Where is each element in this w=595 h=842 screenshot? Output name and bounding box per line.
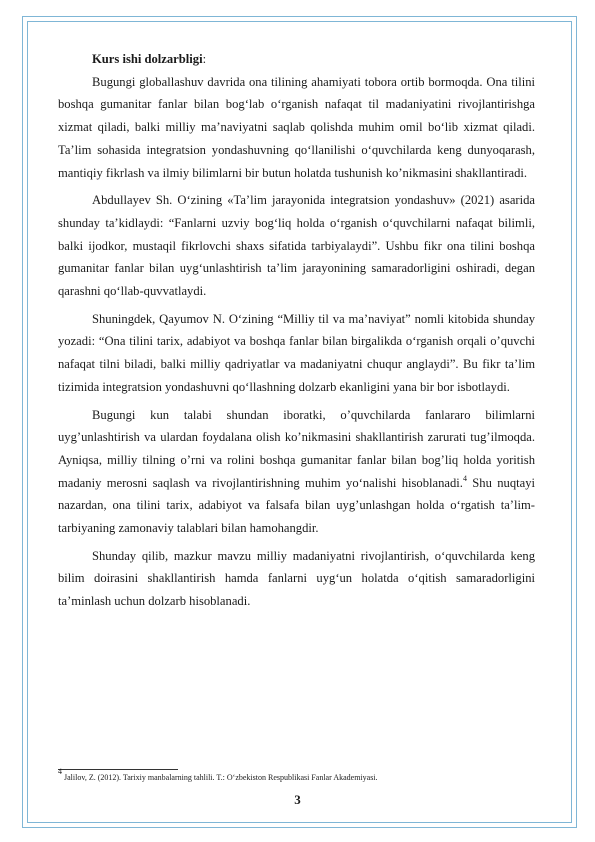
- paragraph-5: Shunday qilib, mazkur mavzu milliy madaniyatni rivojlantirish, o‘quvchilarda keng bilim doirasini shakllantirish hamda fanlarni uyg‘un holatda o‘qitish samaradorligini taʼminlash uchun dolzarb hisoblanadi.: [58, 548, 535, 609]
- footnote-divider: [58, 769, 178, 770]
- paragraph-3: Shuningdek, Qayumov N. O‘zining “Milliy til va maʼnaviyat” nomli kitobida shunday yozadi: “Ona tilini tarix, adabiyot va boshqa fanlar bilan birgalikda o‘rganish orqali o’quvchi nafaqat tilni biladi, balki milliy qadriyatlar va madaniyatni chuqur anglaydi”. Bu fikr taʼlim tizimida integratsion yondashuvni qo‘llashning dolzarb ekanligini yana bir bor isbotlaydi.: [58, 311, 535, 394]
- footnote: [58, 767, 538, 782]
- document-body: [58, 48, 535, 618]
- paragraph-4: [58, 404, 535, 540]
- paragraph-2: Abdullayev Sh. O‘zining «Taʼlim jarayonida integratsion yondashuv» (2021) asarida shunday taʼkidlaydi: “Fanlarni uzviy bog‘liq holda o‘rganish o‘quvchilarni nafaqat bilimli, balki ijodkor, mustaqil fikrlovchi shaxs sifatida tarbiyalaydi”. Ushbu fikr ona tilini boshqa gumanitar fanlar bilan uyg‘unlashtirish taʼlim jarayonining samaradorligini oshiradi, degan qarashni qo‘llab-quvvatlaydi.: [58, 193, 535, 299]
- footnote-reference[interactable]: 4: [462, 473, 467, 483]
- section-heading-label: Kurs ishi dolzarbligi: [92, 52, 203, 66]
- footnote-text: Jalilov, Z. (2012). Tarixiy manbalarning tahlili. T.: O‘zbekiston Respublikasi Fanlar Akademiyasi.: [62, 773, 378, 782]
- paragraph-1: Bugungi globallashuv davrida ona tilining ahamiyati tobora ortib bormoqda. Ona tilini boshqa gumanitar fanlar bilan bog‘lab o‘rganish nafaqat til madaniyatini rivojlantirishga xizmat qiladi, balki milliy maʼnaviyatni saqlab qolishda muhim omil bo‘lib xizmat qiladi. Taʼlim sohasida integratsion yondashuvning qo‘llanilishi o‘quvchilarda keng dunyoqarash, mantiqiy fikrlash va ilmiy bilimlarni bir butun holatda tushunish ko’nikmasini shakllantiradi.: [58, 74, 535, 180]
- page-number: 3: [294, 792, 301, 807]
- footnote-marker: 4: [58, 767, 62, 776]
- section-heading: [58, 48, 535, 71]
- section-heading-colon: :: [202, 52, 207, 66]
- paragraph-4-before-note: Bugungi kun talabi shundan iboratki, o’quvchilarda fanlararo bilimlarni uyg’unlashtirish va ulardan foydalana olish ko’nikmasini shakllantirish zarurati tug’ilmoqda. Ayniqsa, milliy tilning o’rni va rolini boshqa gumanitar fanlar bilan bog’liq holda yoritish madaniy merosni saqlash va rivojlantirishning muhim yo‘nalishi hisoblanadi.: [58, 407, 535, 490]
- paragraph-4-after-note: Shu nuqtayi nazardan, ona tilini tarix, adabiyot va falsafa bilan uyg’unlashgan holda o‘rgatish taʼlim-tarbiyaning zamonaviy talablari bilan hamohangdir.: [58, 475, 535, 536]
